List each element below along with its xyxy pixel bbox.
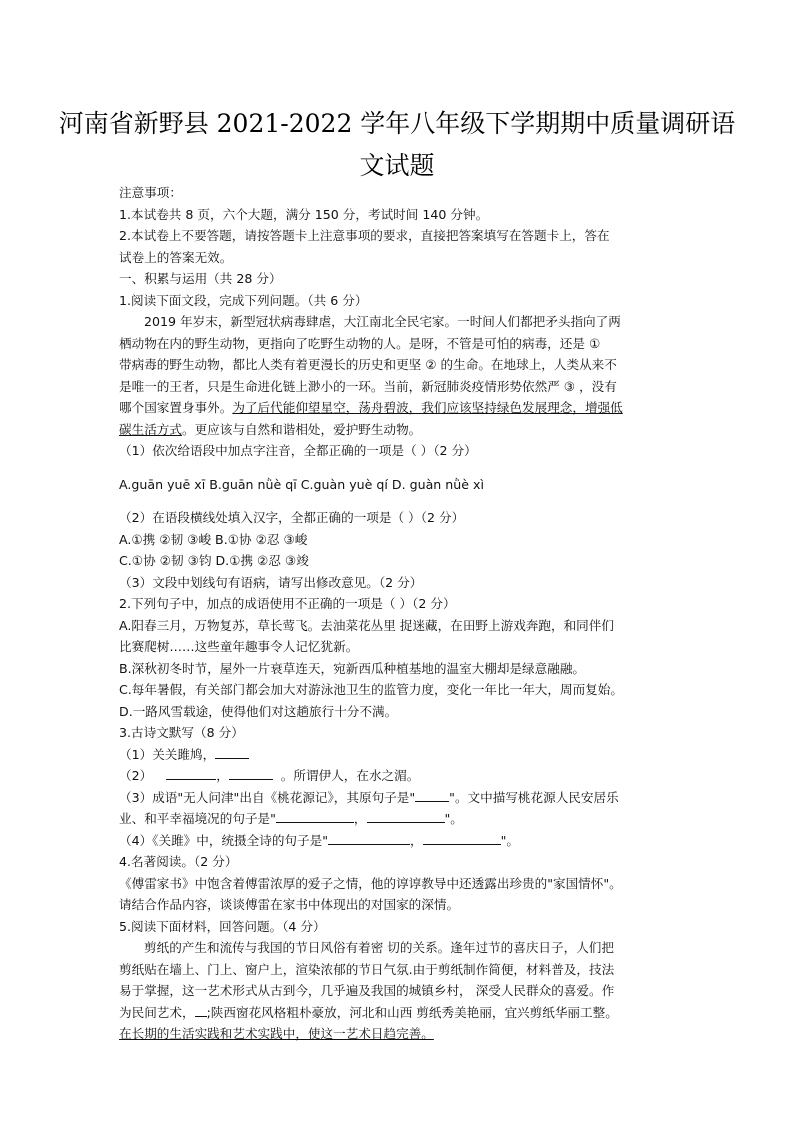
q1-sub2: （2）在语段横线处填入汉字，全都正确的一项是（ ）（2 分） [119,510,465,525]
q2-option-d: D.一路风雪载途，使得他们对这趟旅行十分不满。 [119,703,398,719]
q3-sub4-comma: ， [410,832,423,848]
q1-sub2-options-cd: C.①协 ②韧 ③钧 D.①携 ②忍 ③竣 [119,553,309,568]
q1-sub1-options: A.guān yuē xī B.guān nǜè qī C.guàn yuè qí D. guàn nǜè xì [119,476,484,492]
q3-sub4-text-end: "。 [500,832,519,848]
answer-blank [215,745,249,759]
answer-blank [195,1003,207,1017]
q5-passage-line [119,1023,681,1045]
q1-underlined-sentence-end: 碳生活方式 [119,421,182,437]
q1-passage-line: 带病毒的野生动物，都比人类有着更漫长的历史和更坚 ② 的生命。在地球上，人类从来不 [119,357,617,372]
q3-sub3 [119,787,681,809]
q3-sub4-text: （4）《关雎》中，统摄全诗的句子是" [119,832,329,848]
q3-sub4 [119,830,681,852]
q1-sub3: （3）文段中划线句有语病，请写出修改意见。（2 分） [119,574,423,590]
answer-blank [328,831,410,845]
q1-sub1: （1）依次给语段中加点字注音，全都正确的一项是（ ）（2 分） [119,443,477,458]
q2-stem: 2.下列句子中，加点的成语使用不正确的一项是（ ）（2 分） [119,596,456,611]
q5-passage-line: 易于掌握，这一艺术形式从古到今，几乎遍及我国的城镇乡村， 深受人民群众的喜爱。作 [119,983,615,998]
q4-stem: 4.名著阅读。（2 分） [119,854,238,869]
q5-underlined-sentence: 在长期的生活实践和艺术实践中，使这一艺术日趋完善。 [119,1026,434,1041]
answer-blank [415,788,449,802]
notice-item-2-cont: 试卷上的答案无效。 [119,249,233,265]
q5-stem: 5.阅读下面材料，回答问题。（4 分） [119,918,326,934]
q3-sub2-text: （2） [119,768,153,783]
q2-option-b: B.深秋初冬时节，屋外一片衰草连天，宛新西瓜种植基地的温室大棚却是绿意融融。 [119,660,586,676]
q2-option-a-cont: 比赛爬树……这些童年趣事令人记忆犹新。 [119,639,359,654]
q3-sub3-cont [119,808,681,830]
q3-sub3-text-end: "。文中描写桃花源人民安居乐 [449,789,619,805]
q5-passage-line: 剪纸的产生和流传与我国的节日风俗有着密 切的关系。逢年过节的喜庆日子，人们把 [144,940,614,955]
exam-content [119,182,681,1045]
q5-passage-line [119,1002,681,1024]
q1-passage-line: 栖动物在内的野生动物，更指向了吃野生动物的人。是呀，不管是可怕的病毒，还是 ① [119,335,601,351]
answer-blank [229,766,273,780]
answer-blank [166,766,216,780]
q3-sub3-comma: ， [353,811,367,826]
q5-passage-line: 剪纸贴在墙上、门上、窗户上，渲染浓郁的节日气氛.由于剪纸制作简便，材料普及，技法 [119,961,615,977]
notice-heading: 注意事项： [119,185,182,200]
q1-passage-text: 。更应该与自然和谐相处，爱护野生动物。 [181,421,422,437]
q3-sub3-cont-text: 业、和平幸福境况的句子是" [119,811,276,826]
q3-sub2-text-end: 。所谓伊人，在水之湄。 [280,768,420,783]
q2-option-c: C.每年暑假，有关部门都会加大对游泳池卫生的监管力度，变化一年比一年大，周而复始。 [119,682,623,697]
q3-stem: 3.古诗文默写（8 分） [119,725,244,740]
q4-text-cont: 请结合作品内容，谈谈傅雷在家书中体现出的对国家的深情。 [119,897,460,912]
q5-passage-text: 为民间艺术， [119,1004,195,1020]
q1-passage-line: 是唯一的王者，只是生命进化链上渺小的一环。当前，新冠肺炎疫情形势依然严 ③ ，没有 [119,378,617,394]
q2-option-a: A.阳春三月，万物复苏，草长莺飞。去油菜花丛里 捉迷藏，在田野上游戏奔跑，和同伴们 [119,617,614,633]
q3-sub3-cont-end: "。 [444,811,463,826]
q1-sub2-options-ab: A.①携 ②韧 ③峻 B.①协 ②忍 ③峻 [119,531,308,547]
answer-blank [423,831,501,845]
q3-sub2-comma: ， [216,768,229,783]
q3-sub1-text: （1）关关雎鸠， [119,746,216,762]
q3-sub2 [119,765,681,787]
answer-blank [276,809,354,823]
q1-passage-line [119,397,681,419]
q1-passage-text: 哪个国家置身事外。 [119,400,233,415]
q1-passage-line: 2019 年岁末，新型冠状病毒肆虐，大江南北全民宅家。一时间人们都把矛头指向了两 [144,314,621,329]
q1-stem: 1.阅读下面文段，完成下列问题。（共 6 分） [119,292,368,308]
q3-sub3-text: （3）成语"无人问津"出自《桃花源记》，其原句子是" [119,789,416,805]
exam-title-line1: 河南省新野县 2021-2022 学年八年级下学期期中质量调研语 [58,109,736,138]
q1-passage-line [119,419,681,441]
q4-text: 《傅雷家书》中饱含着傅雷浓厚的爱子之情，他的谆谆教导中还透露出珍贵的"家国情怀"。 [119,875,622,891]
answer-blank [367,809,445,823]
section-1-heading: 一、积累与运用（共 28 分） [119,271,282,286]
exam-title-line2: 文试题 [359,151,435,180]
notice-item-2: 2.本试卷上不要答题，请按答题卡上注意事项的要求，直接把答案填写在答题卡上，答在 [119,228,610,243]
notice-item-1: 1.本试卷共 8 页，六个大题，满分 150 分，考试时间 140 分钟。 [119,206,489,222]
q3-sub1 [119,744,681,766]
q5-passage-text-end: ;陕西窗花风格粗朴豪放，河北和山西 剪纸秀美艳丽，宜兴剪纸华丽工整。 [206,1004,618,1020]
q1-underlined-sentence: 为了后代能仰望星空，荡舟碧波，我们应该坚持绿色发展理念，增强低 [232,400,623,415]
